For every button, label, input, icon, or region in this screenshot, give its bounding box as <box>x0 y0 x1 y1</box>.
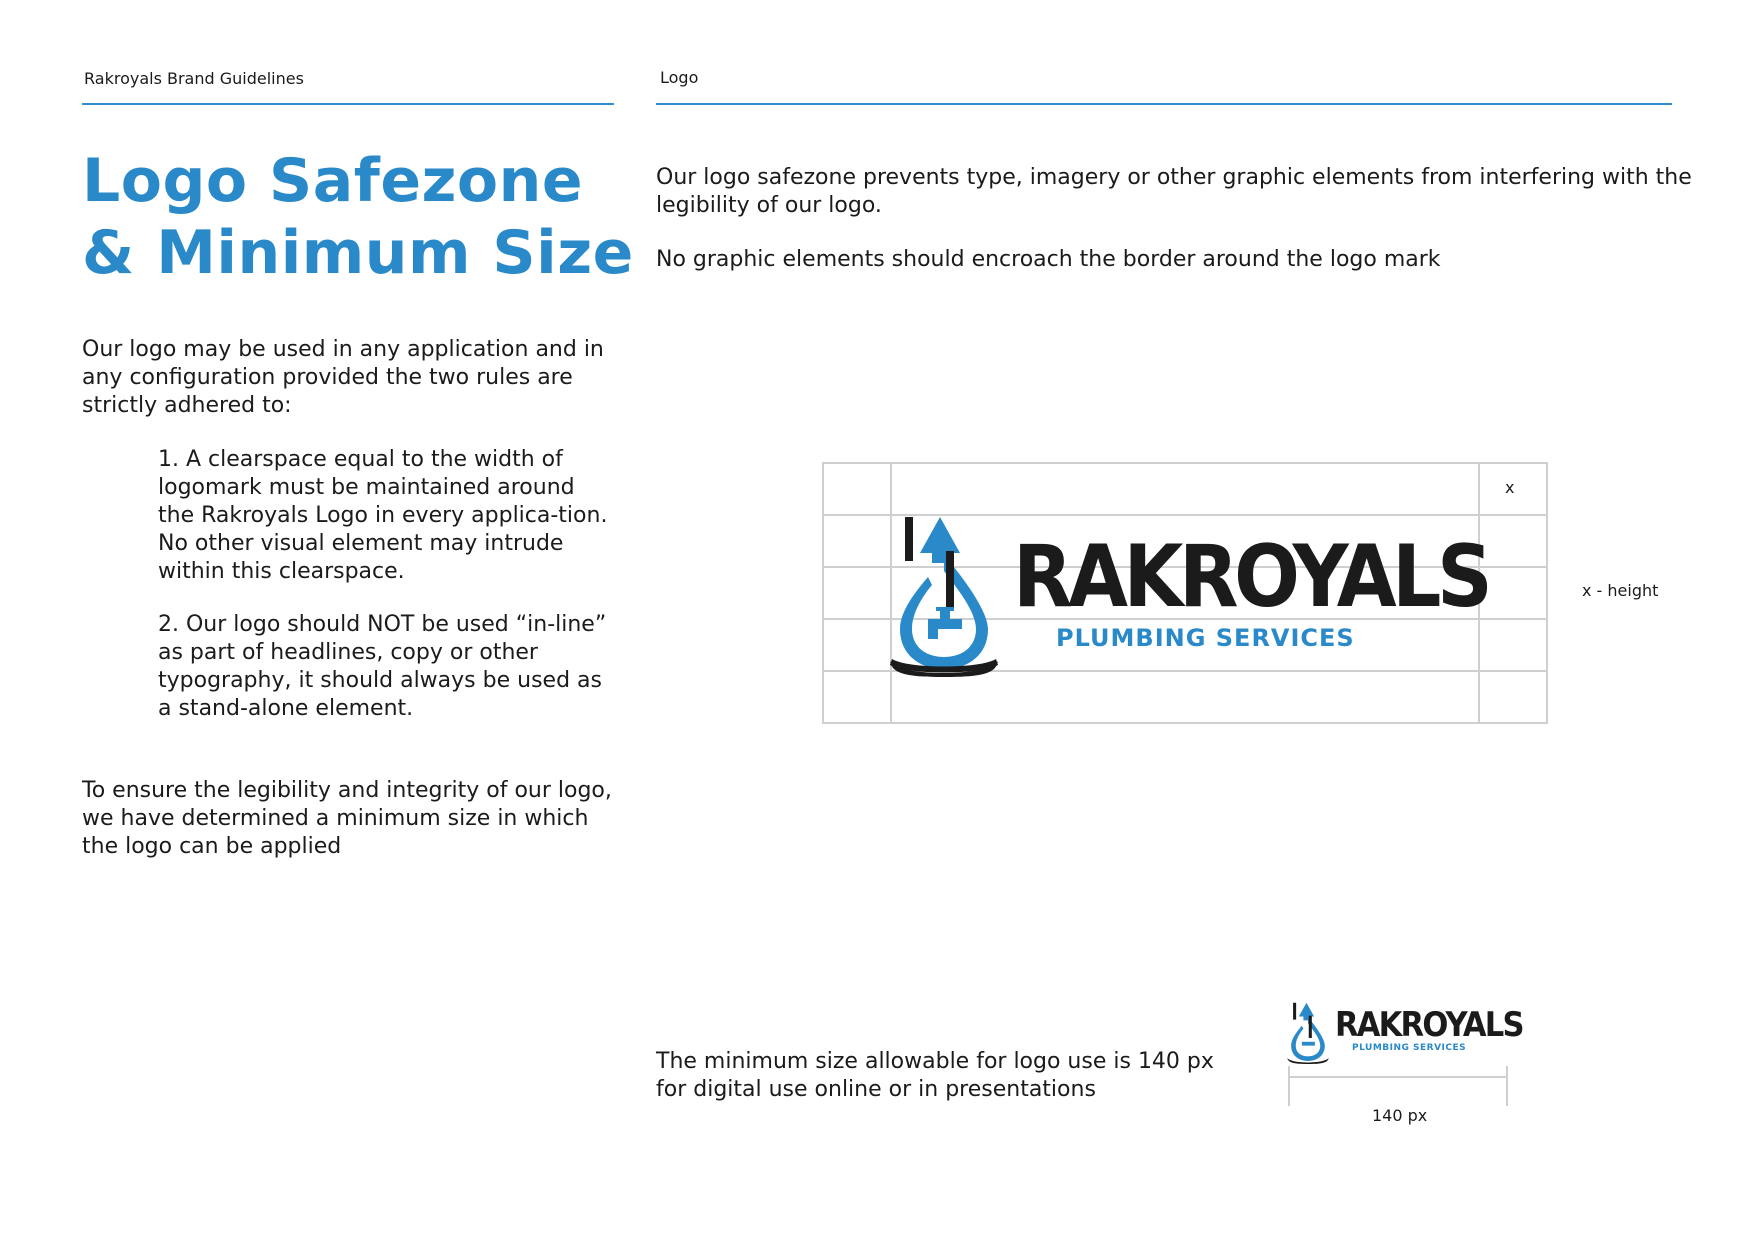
logo-wordmark: RAKROYALS <box>1013 527 1489 627</box>
doc-title-header: Rakroyals Brand Guidelines <box>84 69 304 88</box>
water-drop-faucet-icon <box>888 515 1000 677</box>
rule-2 <box>158 611 610 723</box>
dimension-tick-left <box>1288 1066 1290 1106</box>
x-label: x <box>1505 478 1515 497</box>
closing-paragraph <box>82 777 622 861</box>
min-size-text: The minimum size allowable for logo use is 140 px for digital use online or in presentations <box>656 1049 1214 1102</box>
header-rule-right <box>656 103 1672 105</box>
logo-wordmark-small: RAKROYALS <box>1335 1005 1523 1045</box>
header-rule-left <box>82 103 614 105</box>
logo-mark-small <box>1286 1002 1330 1064</box>
section-header: Logo <box>660 68 699 87</box>
water-drop-faucet-icon-small <box>1286 1002 1330 1064</box>
encroach-note <box>656 246 1696 274</box>
page-title <box>82 145 642 289</box>
min-size-description <box>656 1048 1236 1104</box>
logo-mark <box>888 515 1000 677</box>
logo-tagline: PLUMBING SERVICES <box>1056 624 1355 652</box>
page-title-line1: Logo Safezone <box>82 146 584 216</box>
closing-text: To ensure the legibility and integrity of our logo, we have determined a minimum size in which the logo can be applied <box>82 778 612 859</box>
page-title-line2: & Minimum Size <box>82 218 634 288</box>
dimension-line <box>1288 1076 1508 1078</box>
intro-paragraph <box>82 336 622 420</box>
min-size-label: 140 px <box>1372 1106 1428 1125</box>
rule-1 <box>158 446 610 586</box>
intro-text: Our logo may be used in any application and in any configuration provided the two rules are strictly adhered to: <box>82 337 604 418</box>
x-height-label: x - height <box>1582 581 1659 600</box>
safezone-description <box>656 164 1696 220</box>
safezone-text: Our logo safezone prevents type, imagery or other graphic elements from interfering with the legibility of our logo. <box>656 165 1692 218</box>
encroach-text: No graphic elements should encroach the border around the logo mark <box>656 247 1441 272</box>
rule-2-text: 2. Our logo should NOT be used “in-line” as part of headlines, copy or other typography, it should always be used as a stand-alone element. <box>158 612 607 721</box>
logo-tagline-small: PLUMBING SERVICES <box>1352 1043 1467 1053</box>
dimension-tick-right <box>1506 1066 1508 1106</box>
rule-1-text: 1. A clearspace equal to the width of logomark must be maintained around the Rakroyals Logo in every applica-tion. No other visual element may intrude within this clearspace. <box>158 447 608 584</box>
